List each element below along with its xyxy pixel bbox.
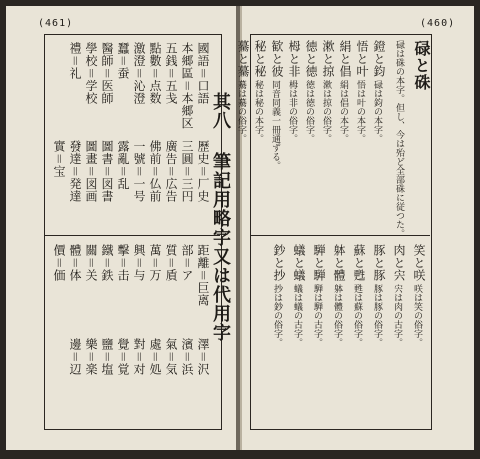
right-top-term-6: 徳と徳 <box>304 40 318 78</box>
left-top-entry-1: 國語＝口語 <box>196 42 210 105</box>
section-title: 其八 筆記用略字又は代用字 <box>210 92 231 342</box>
left-top-entry-10: 歷史＝厂史 <box>196 140 210 203</box>
left-bottom-entry-7: 鐵＝鉄 <box>100 244 114 282</box>
left-bottom-entry-16: 覺＝覚 <box>116 338 130 376</box>
left-top-entry-2: 本郷區＝本郷区 <box>180 42 194 130</box>
left-top-entry-13: 佛前＝仏前 <box>148 140 162 203</box>
right-top-note-2: 碌は鈞の本字。 <box>372 80 382 143</box>
left-bottom-entry-12: 濱＝浜 <box>180 338 194 376</box>
left-top-entry-4: 點數＝点数 <box>148 42 162 105</box>
left-top-entry-14: 一號＝一号 <box>132 140 146 203</box>
left-bottom-entry-10: 價＝価 <box>52 244 66 282</box>
left-top-entry-8: 學校＝学校 <box>84 42 98 105</box>
left-bottom-entry-3: 質＝貭 <box>164 244 178 282</box>
left-page-number: (461) <box>38 18 74 29</box>
right-bottom-term-3: 豚と豚 <box>372 244 386 282</box>
left-bottom-entry-11: 澤＝沢 <box>196 338 210 376</box>
right-top-note-8: 同音同義一冊通ずる。 <box>270 80 280 170</box>
right-top-term-3: 悟と叶 <box>355 40 369 78</box>
right-top-note-9: 秘は秘の本字。 <box>253 80 263 143</box>
left-top-entry-17: 圖畫＝図画 <box>84 140 98 203</box>
right-top-term-7: 栂と非 <box>287 40 301 78</box>
right-top-note-1: 碌は硃の本字。但し、今は殆ど全部硃に従つた。 <box>394 40 404 238</box>
right-top-term-10: 驀と驀 <box>236 40 250 78</box>
left-bottom-entry-9: 體＝体 <box>68 244 82 282</box>
right-bottom-note-2: 宍は肉の古字。 <box>392 284 402 347</box>
right-page-number-value: 460 <box>427 18 449 29</box>
left-bottom-entry-8: 關＝关 <box>84 244 98 282</box>
right-page-number: (460) <box>420 18 456 29</box>
left-bottom-entry-6: 擊＝击 <box>116 244 130 282</box>
left-bottom-entry-5: 興＝与 <box>132 244 146 282</box>
right-bottom-note-1: 咲は笑の俗字。 <box>412 284 422 347</box>
left-top-entry-5: 激澄＝沁澄 <box>132 42 146 105</box>
right-bottom-term-8: 鈔と抄 <box>272 244 286 282</box>
left-top-entry-15: 露亂＝乱 <box>116 140 130 190</box>
right-top-note-5: 漱は掠の俗字。 <box>321 80 331 143</box>
right-top-note-6: 徳は徳の俗字。 <box>304 80 314 143</box>
right-bottom-note-4: 甦は蘇の俗字。 <box>352 284 362 347</box>
left-table-divider <box>44 235 220 236</box>
right-bottom-term-5: 躰と體 <box>332 244 346 282</box>
left-bottom-entry-18: 樂＝楽 <box>84 338 98 376</box>
right-top-note-3: 悟は叶の本字。 <box>355 80 365 143</box>
left-top-entry-16: 圖書＝図書 <box>100 140 114 203</box>
left-bottom-entry-4: 萬＝万 <box>148 244 162 282</box>
right-top-term-4: 絹と倡 <box>338 40 352 78</box>
left-bottom-entry-14: 處＝処 <box>148 338 162 376</box>
left-top-entry-7: 醫師＝医師 <box>100 42 114 105</box>
left-top-entry-18: 發達＝発達 <box>68 140 82 203</box>
right-top-note-10: 驀は驀の俗字。 <box>236 80 246 143</box>
right-bottom-term-2: 肉と宍 <box>392 244 406 282</box>
right-bottom-term-4: 蘇と甦 <box>352 244 366 282</box>
right-bottom-term-1: 笑と咲 <box>412 244 426 282</box>
right-top-term-8: 歓と彼 <box>270 40 284 78</box>
right-top-note-4: 絹は倡の本字。 <box>338 80 348 143</box>
right-bottom-term-7: 蟻と蟻 <box>292 244 306 282</box>
left-top-entry-11: 三圓＝三円 <box>180 140 194 203</box>
left-top-entry-3: 五銭＝五戋 <box>164 42 178 105</box>
left-top-entry-12: 廣告＝広告 <box>164 140 178 203</box>
left-page-number-value: 461 <box>45 18 67 29</box>
right-bottom-note-6: 騨は騨の古字。 <box>312 284 322 347</box>
right-top-note-7: 栂は非の俗字。 <box>287 80 297 143</box>
right-top-term-2: 鐙と鈞 <box>372 40 386 78</box>
left-top-entry-6: 蠶＝蚕 <box>116 42 130 80</box>
right-bottom-note-7: 蟻は蟻の古字。 <box>292 284 302 347</box>
right-top-term-9: 秘と秘 <box>253 40 267 78</box>
right-bottom-term-6: 騨と騨 <box>312 244 326 282</box>
left-top-entry-9: 禮＝礼 <box>68 42 82 80</box>
right-bottom-note-8: 抄は鈔の俗字。 <box>272 284 282 347</box>
right-top-term-1: 碌と硃 <box>412 40 431 91</box>
right-top-term-5: 漱と掠 <box>321 40 335 78</box>
left-top-entry-19: 實＝宝 <box>52 140 66 178</box>
left-bottom-entry-13: 氣＝気 <box>164 338 178 376</box>
right-bottom-note-3: 豚は豚の俗字。 <box>372 284 382 347</box>
right-bottom-note-5: 躰は體の俗字。 <box>332 284 342 347</box>
left-bottom-entry-15: 對＝对 <box>132 338 146 376</box>
left-bottom-entry-2: 部＝ア <box>180 244 194 282</box>
left-bottom-entry-19: 邊＝辺 <box>68 338 82 376</box>
left-bottom-entry-17: 鹽＝塩 <box>100 338 114 376</box>
left-bottom-entry-1: 距離＝巨离 <box>196 244 210 307</box>
